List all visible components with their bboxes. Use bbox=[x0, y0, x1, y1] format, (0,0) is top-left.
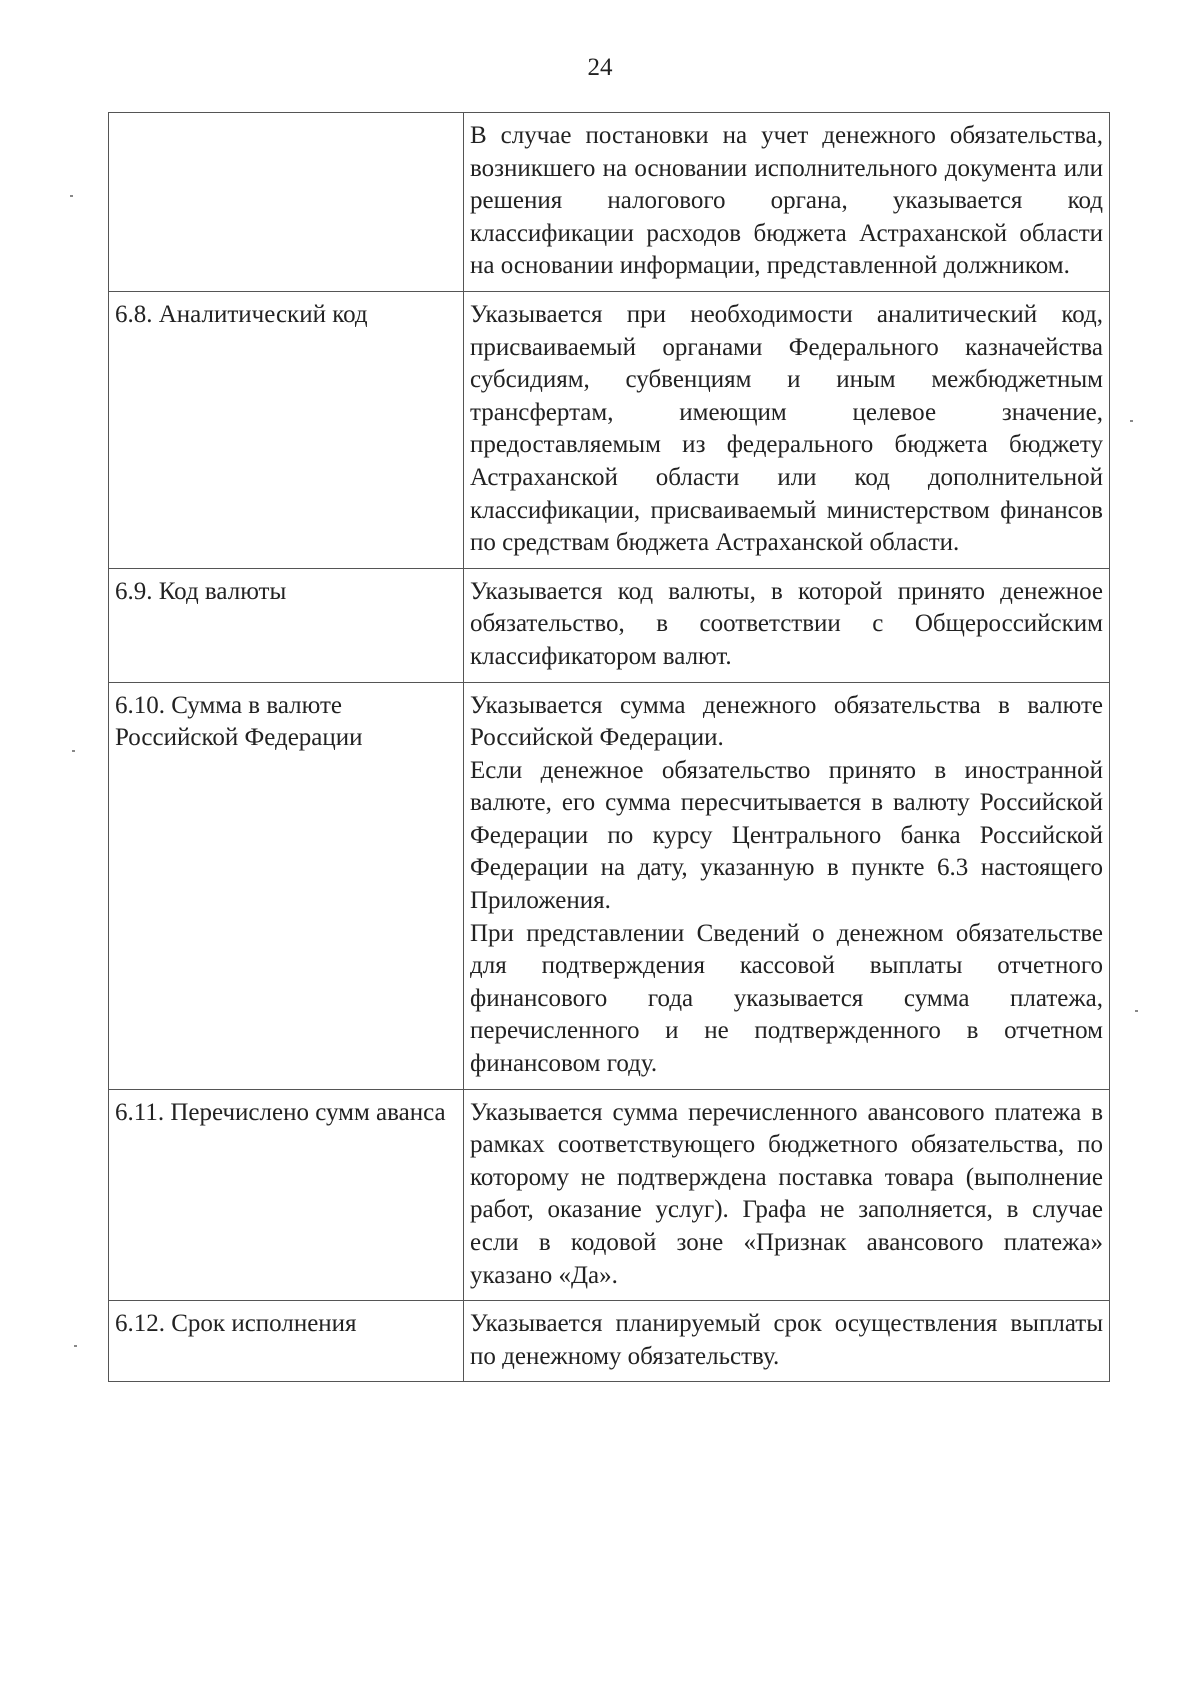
description-paragraph: Указывается код валюты, в которой принято денежное обязательство, в соответствии с Общероссийским классификатором валют. bbox=[470, 577, 1103, 670]
field-description-cell bbox=[464, 1089, 1110, 1301]
description-paragraph: При представлении Сведений о денежном обязательстве для подтверждения кассовой выплаты отчетного финансового года указывается сумма платежа, перечисленного и не подтвержденного в отчетном финансовом году. bbox=[470, 919, 1103, 1078]
field-description-cell bbox=[464, 291, 1110, 568]
field-name-cell: 6.8. Аналитический код bbox=[109, 291, 464, 568]
table-row bbox=[109, 682, 1110, 1089]
description-paragraph: Указывается сумма перечисленного авансового платежа в рамках соответствующего бюджетного обязательства, по которому не подтверждена поставка товара (выполнение работ, оказание услуг). Графа не заполняется, в случае если в кодовой зоне «Признак авансового платежа» указано «Да». bbox=[470, 1098, 1103, 1289]
field-name-cell: 6.10. Сумма в валюте Российской Федерации bbox=[109, 682, 464, 1089]
field-description-cell bbox=[464, 568, 1110, 682]
field-description-cell bbox=[464, 113, 1110, 292]
description-paragraph: Указывается при необходимости аналитический код, присваиваемый органами Федерального казначейства субсидиям, субвенциям и иным межбюджетным трансфертам, имеющим целевое значение, предоставляемым из федерального бюджета бюджету Астраханской области или код дополнительной классификации, присваиваемый министерством финансов по средствам бюджета Астраханской области. bbox=[470, 300, 1103, 557]
table-row bbox=[109, 291, 1110, 568]
field-description-cell bbox=[464, 682, 1110, 1089]
scan-speck bbox=[72, 750, 75, 752]
description-paragraph: В случае постановки на учет денежного обязательства, возникшего на основании исполнительного документа или решения налогового органа, указывается код классификации расходов бюджета Астраханской области на основании информации, представленной должником. bbox=[470, 122, 1103, 280]
table-row bbox=[109, 1301, 1110, 1382]
description-paragraph: Если денежное обязательство принято в иностранной валюте, его сумма пересчитывается в валюту Российской Федерации по курсу Центрального банка Российской Федерации на дату, указанную в пункте 6.3 настоящего Приложения. bbox=[470, 756, 1103, 915]
field-name-cell: 6.12. Срок исполнения bbox=[109, 1301, 464, 1382]
field-name-cell: 6.11. Перечислено сумм аванса bbox=[109, 1089, 464, 1301]
field-description-cell bbox=[464, 1301, 1110, 1382]
scan-speck bbox=[1135, 1010, 1138, 1012]
scan-speck bbox=[1130, 420, 1133, 422]
table-row bbox=[109, 113, 1110, 292]
description-paragraph: Указывается планируемый срок осуществления выплаты по денежному обязательству. bbox=[470, 1310, 1103, 1370]
scan-speck bbox=[74, 1345, 77, 1347]
table-row bbox=[109, 1089, 1110, 1301]
field-name-cell: 6.9. Код валюты bbox=[109, 568, 464, 682]
requisites-table bbox=[108, 112, 1110, 1382]
table-row bbox=[109, 568, 1110, 682]
description-paragraph: Указывается сумма денежного обязательства в валюте Российской Федерации. bbox=[470, 691, 1103, 752]
page-number: 24 bbox=[587, 54, 613, 81]
field-name-cell bbox=[109, 113, 464, 292]
scan-speck bbox=[70, 195, 73, 197]
